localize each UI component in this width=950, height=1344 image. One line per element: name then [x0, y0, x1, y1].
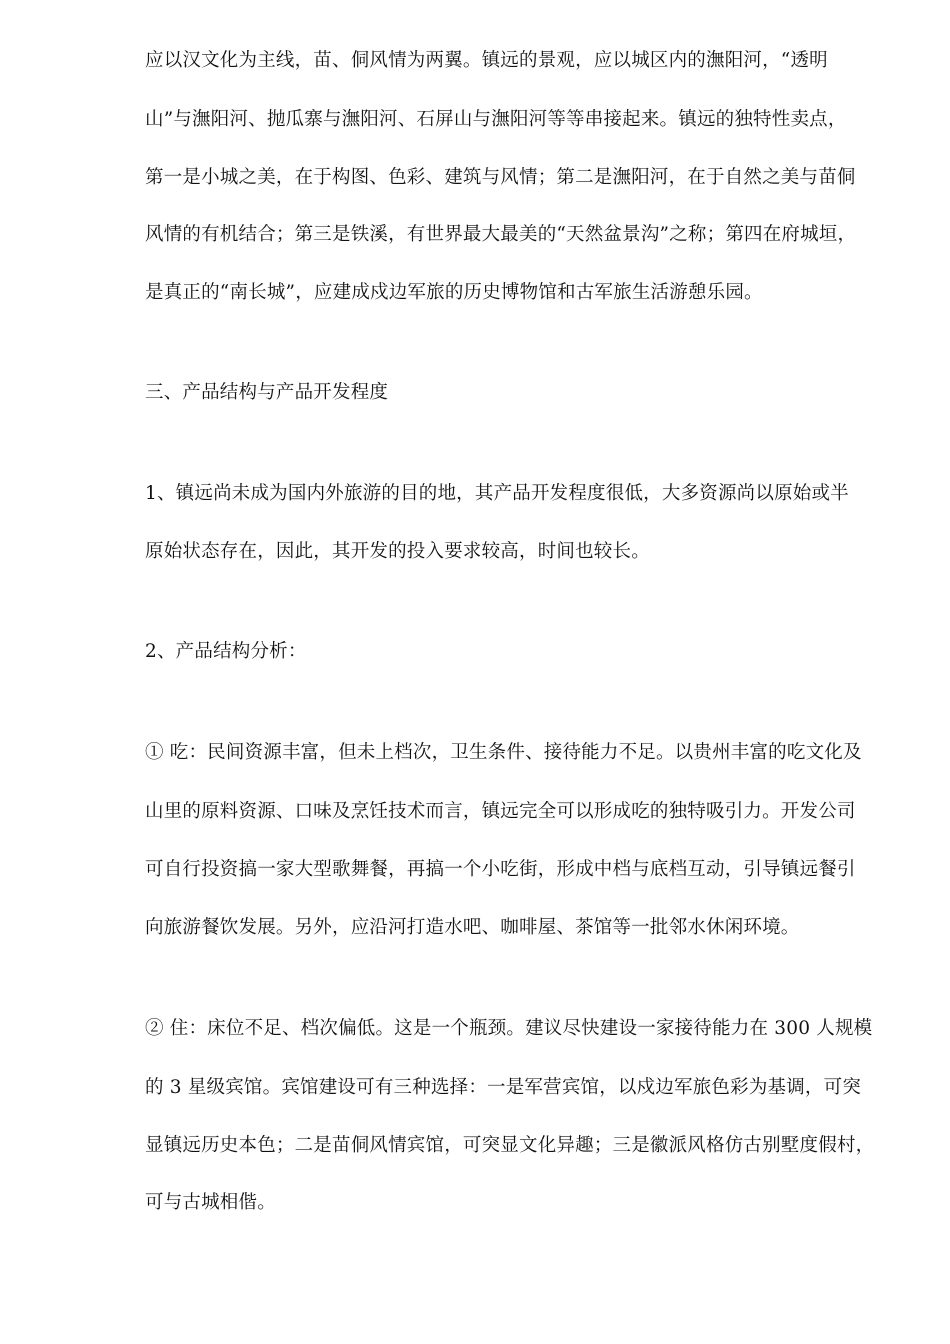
point-2-heading: 2、产品结构分析：	[145, 641, 307, 662]
point-1-line-2: 原始状态存在，因此，其开发的投入要求较高，时间也较长。	[145, 541, 650, 562]
item-stay-line-2: 的 3 星级宾馆。宾馆建设可有三种选择：一是军营宾馆，以戍边军旅色彩为基调，可突	[145, 1077, 862, 1098]
item-stay-line-3: 显镇远历史本色；二是苗侗风情宾馆，可突显文化异趣；三是徽派风格仿古别墅度假村，	[145, 1135, 875, 1156]
item-eat-line-4: 向旅游餐饮发展。另外，应沿河打造水吧、咖啡屋、茶馆等一批邻水休闲环境。	[145, 917, 800, 938]
item-eat-line-2: 山里的原料资源、口味及烹饪技术而言，镇远完全可以形成吃的独特吸引力。开发公司	[145, 801, 856, 822]
item-stay-line-4: 可与古城相偕。	[145, 1192, 276, 1213]
intro-line-4: 风情的有机结合；第三是铁溪，有世界最大最美的“天然盆景沟”之称；第四在府城垣，	[145, 224, 857, 245]
item-eat-line-3: 可自行投资搞一家大型歌舞餐，再搞一个小吃街，形成中档与底档互动，引导镇远餐引	[145, 859, 856, 880]
intro-line-2: 山”与潕阳河、抛瓜寨与潕阳河、石屏山与潕阳河等等串接起来。镇远的独特性卖点，	[145, 109, 847, 130]
intro-line-5: 是真正的“南长城”，应建成戍边军旅的历史博物馆和古军旅生活游憩乐园。	[145, 282, 763, 303]
section-heading: 三、产品结构与产品开发程度	[145, 382, 389, 403]
item-stay-line-1: ② 住：床位不足、档次偏低。这是一个瓶颈。建议尽快建设一家接待能力在 300 人规模	[145, 1018, 873, 1039]
point-1-line-1: 1、镇远尚未成为国内外旅游的目的地，其产品开发程度很低，大多资源尚以原始或半	[145, 483, 849, 504]
item-eat-line-1: ① 吃：民间资源丰富，但未上档次，卫生条件、接待能力不足。以贵州丰富的吃文化及	[145, 742, 862, 763]
intro-line-1: 应以汉文化为主线，苗、侗风情为两翼。镇远的景观，应以城区内的潕阳河，“透明	[145, 50, 828, 71]
intro-line-3: 第一是小城之美，在于构图、色彩、建筑与风情；第二是潕阳河，在于自然之美与苗侗	[145, 167, 856, 188]
